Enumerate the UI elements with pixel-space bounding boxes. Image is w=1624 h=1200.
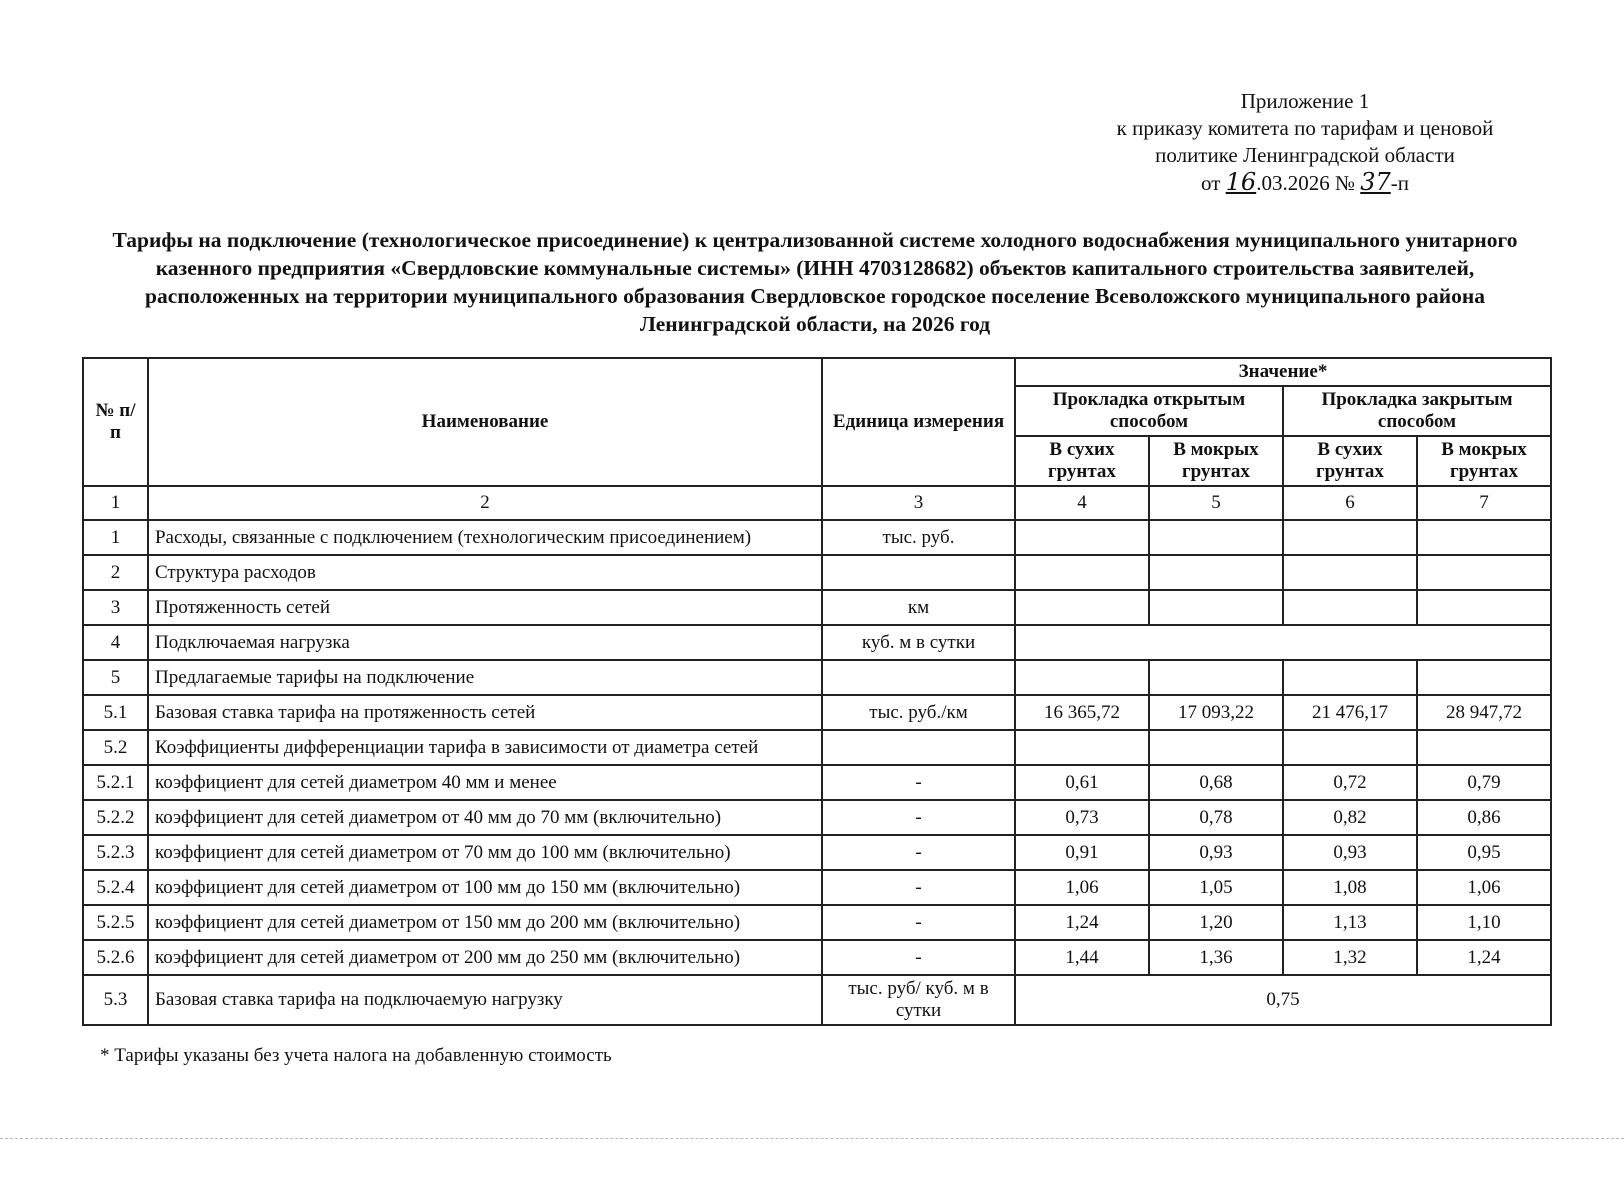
row-value <box>1015 660 1149 695</box>
row-value <box>1283 660 1417 695</box>
row-value: 1,24 <box>1417 940 1551 975</box>
row-value: 1,13 <box>1283 905 1417 940</box>
table-row <box>83 765 1551 800</box>
row-value: 17 093,22 <box>1149 695 1283 730</box>
row-name: коэффициент для сетей диаметром 40 мм и менее <box>148 765 822 800</box>
row-name: Предлагаемые тарифы на подключение <box>148 660 822 695</box>
row-unit: тыс. руб/ куб. м в сутки <box>822 975 1015 1025</box>
row-number: 1 <box>83 520 148 555</box>
row-value: 0,61 <box>1015 765 1149 800</box>
row-name: Подключаемая нагрузка <box>148 625 822 660</box>
row-value <box>1417 730 1551 765</box>
row-value <box>1417 555 1551 590</box>
row-value <box>1283 730 1417 765</box>
row-value: 1,20 <box>1149 905 1283 940</box>
row-unit: - <box>822 765 1015 800</box>
row-value <box>1149 520 1283 555</box>
row-merged-value: 0,75 <box>1015 975 1551 1025</box>
row-number: 5.2.3 <box>83 835 148 870</box>
index-cell: 2 <box>148 486 822 520</box>
table-row <box>83 695 1551 730</box>
row-value: 0,86 <box>1417 800 1551 835</box>
row-number: 2 <box>83 555 148 590</box>
row-number: 5.2.4 <box>83 870 148 905</box>
table-row <box>83 660 1551 695</box>
header-open-wet: В мокрых грунтах <box>1149 436 1283 486</box>
row-unit <box>822 555 1015 590</box>
annex-date <box>1060 169 1550 197</box>
row-unit: - <box>822 800 1015 835</box>
table-row <box>83 555 1551 590</box>
row-value <box>1149 660 1283 695</box>
row-value <box>1149 555 1283 590</box>
annex-line1: Приложение 1 <box>1240 89 1370 113</box>
table-row <box>83 870 1551 905</box>
index-cell: 5 <box>1149 486 1283 520</box>
row-value: 1,10 <box>1417 905 1551 940</box>
row-value: 1,06 <box>1015 870 1149 905</box>
row-value: 1,32 <box>1283 940 1417 975</box>
row-value: 28 947,72 <box>1417 695 1551 730</box>
row-value: 0,91 <box>1015 835 1149 870</box>
row-value: 1,44 <box>1015 940 1149 975</box>
index-cell: 6 <box>1283 486 1417 520</box>
row-value <box>1417 520 1551 555</box>
row-number: 5.2.6 <box>83 940 148 975</box>
table-row <box>83 625 1551 660</box>
row-value <box>1015 730 1149 765</box>
row-value: 21 476,17 <box>1283 695 1417 730</box>
row-value: 0,79 <box>1417 765 1551 800</box>
row-name: Базовая ставка тарифа на протяженность сетей <box>148 695 822 730</box>
row-unit <box>822 660 1015 695</box>
scan-artifact <box>0 1138 1624 1139</box>
row-value: 1,08 <box>1283 870 1417 905</box>
row-value <box>1015 555 1149 590</box>
row-number: 5.1 <box>83 695 148 730</box>
row-value: 0,68 <box>1149 765 1283 800</box>
handwritten-day: 16 <box>1225 168 1257 196</box>
row-value: 0,93 <box>1283 835 1417 870</box>
row-name: коэффициент для сетей диаметром от 70 мм до 100 мм (включительно) <box>148 835 822 870</box>
document-title: Тарифы на подключение (технологическое присоединение) к централизованной системе холодного водоснабжения муниципального унитарного казенного предприятия «Свердловские коммунальные системы» (ИНН 4703128682) объектов капитального строительства заявителей, расположенных на территории муниципального образования Свердловское городское поселение Всеволожского муниципального района Ленинградской области, на 2026 год <box>112 228 1518 336</box>
header-num: № п/п <box>83 358 148 486</box>
row-value: 0,78 <box>1149 800 1283 835</box>
row-name: коэффициент для сетей диаметром от 40 мм до 70 мм (включительно) <box>148 800 822 835</box>
row-value: 1,05 <box>1149 870 1283 905</box>
row-value <box>1283 555 1417 590</box>
index-cell: 1 <box>83 486 148 520</box>
row-value: 1,06 <box>1417 870 1551 905</box>
row-name: Базовая ставка тарифа на подключаемую нагрузку <box>148 975 822 1025</box>
header-open-dry: В сухих грунтах <box>1015 436 1149 486</box>
header-unit: Единица измерения <box>822 358 1015 486</box>
header-closed-dry: В сухих грунтах <box>1283 436 1417 486</box>
row-value: 0,82 <box>1283 800 1417 835</box>
row-value <box>1015 520 1149 555</box>
table-row <box>83 800 1551 835</box>
row-value <box>1417 660 1551 695</box>
row-unit: - <box>822 905 1015 940</box>
annex-header <box>1060 88 1550 197</box>
footnote: * Тарифы указаны без учета налога на добавленную стоимость <box>100 1045 612 1066</box>
table-row <box>83 975 1551 1025</box>
row-number: 5.2 <box>83 730 148 765</box>
row-value: 0,72 <box>1283 765 1417 800</box>
row-unit: - <box>822 835 1015 870</box>
number-suffix: -п <box>1390 171 1410 195</box>
date-prefix: от <box>1200 171 1221 195</box>
row-unit: км <box>822 590 1015 625</box>
row-value <box>1283 590 1417 625</box>
handwritten-number: 37 <box>1360 168 1391 196</box>
index-cell: 4 <box>1015 486 1149 520</box>
table-row <box>83 590 1551 625</box>
row-name: коэффициент для сетей диаметром от 150 мм до 200 мм (включительно) <box>148 905 822 940</box>
row-value: 0,95 <box>1417 835 1551 870</box>
row-number: 5.3 <box>83 975 148 1025</box>
header-closed: Прокладка закрытым способом <box>1283 386 1551 436</box>
row-number: 5.2.5 <box>83 905 148 940</box>
row-number: 5 <box>83 660 148 695</box>
row-number: 3 <box>83 590 148 625</box>
header-name: Наименование <box>148 358 822 486</box>
row-value <box>1149 730 1283 765</box>
row-value <box>1417 590 1551 625</box>
row-name: коэффициент для сетей диаметром от 100 мм до 150 мм (включительно) <box>148 870 822 905</box>
row-value: 0,93 <box>1149 835 1283 870</box>
row-unit: тыс. руб./км <box>822 695 1015 730</box>
row-name: Структура расходов <box>148 555 822 590</box>
header-value: Значение* <box>1015 358 1551 386</box>
table-row <box>83 835 1551 870</box>
row-unit <box>822 730 1015 765</box>
row-name: коэффициент для сетей диаметром от 200 мм до 250 мм (включительно) <box>148 940 822 975</box>
row-value: 1,24 <box>1015 905 1149 940</box>
row-name: Коэффициенты дифференциации тарифа в зависимости от диаметра сетей <box>148 730 822 765</box>
table-row <box>83 520 1551 555</box>
row-name: Протяженность сетей <box>148 590 822 625</box>
row-value <box>1283 520 1417 555</box>
row-unit: - <box>822 870 1015 905</box>
row-value: 0,73 <box>1015 800 1149 835</box>
index-cell: 7 <box>1417 486 1551 520</box>
row-number: 5.2.1 <box>83 765 148 800</box>
index-row <box>83 486 1551 520</box>
index-cell: 3 <box>822 486 1015 520</box>
annex-line2: к приказу комитета по тарифам и ценовой <box>1116 116 1494 140</box>
row-merged-value <box>1015 625 1551 660</box>
table-row <box>83 730 1551 765</box>
annex-line3: политике Ленинградской области <box>1155 143 1455 167</box>
row-value: 1,36 <box>1149 940 1283 975</box>
row-unit: куб. м в сутки <box>822 625 1015 660</box>
row-value <box>1149 590 1283 625</box>
row-value: 16 365,72 <box>1015 695 1149 730</box>
date-rest: .03.2026 № <box>1256 171 1355 195</box>
header-closed-wet: В мокрых грунтах <box>1417 436 1551 486</box>
row-name: Расходы, связанные с подключением (технологическим присоединением) <box>148 520 822 555</box>
row-value <box>1015 590 1149 625</box>
row-unit: тыс. руб. <box>822 520 1015 555</box>
row-unit: - <box>822 940 1015 975</box>
table-row <box>83 905 1551 940</box>
table-row <box>83 940 1551 975</box>
header-open: Прокладка открытым способом <box>1015 386 1283 436</box>
tariff-table <box>82 357 1552 1026</box>
row-number: 4 <box>83 625 148 660</box>
row-number: 5.2.2 <box>83 800 148 835</box>
